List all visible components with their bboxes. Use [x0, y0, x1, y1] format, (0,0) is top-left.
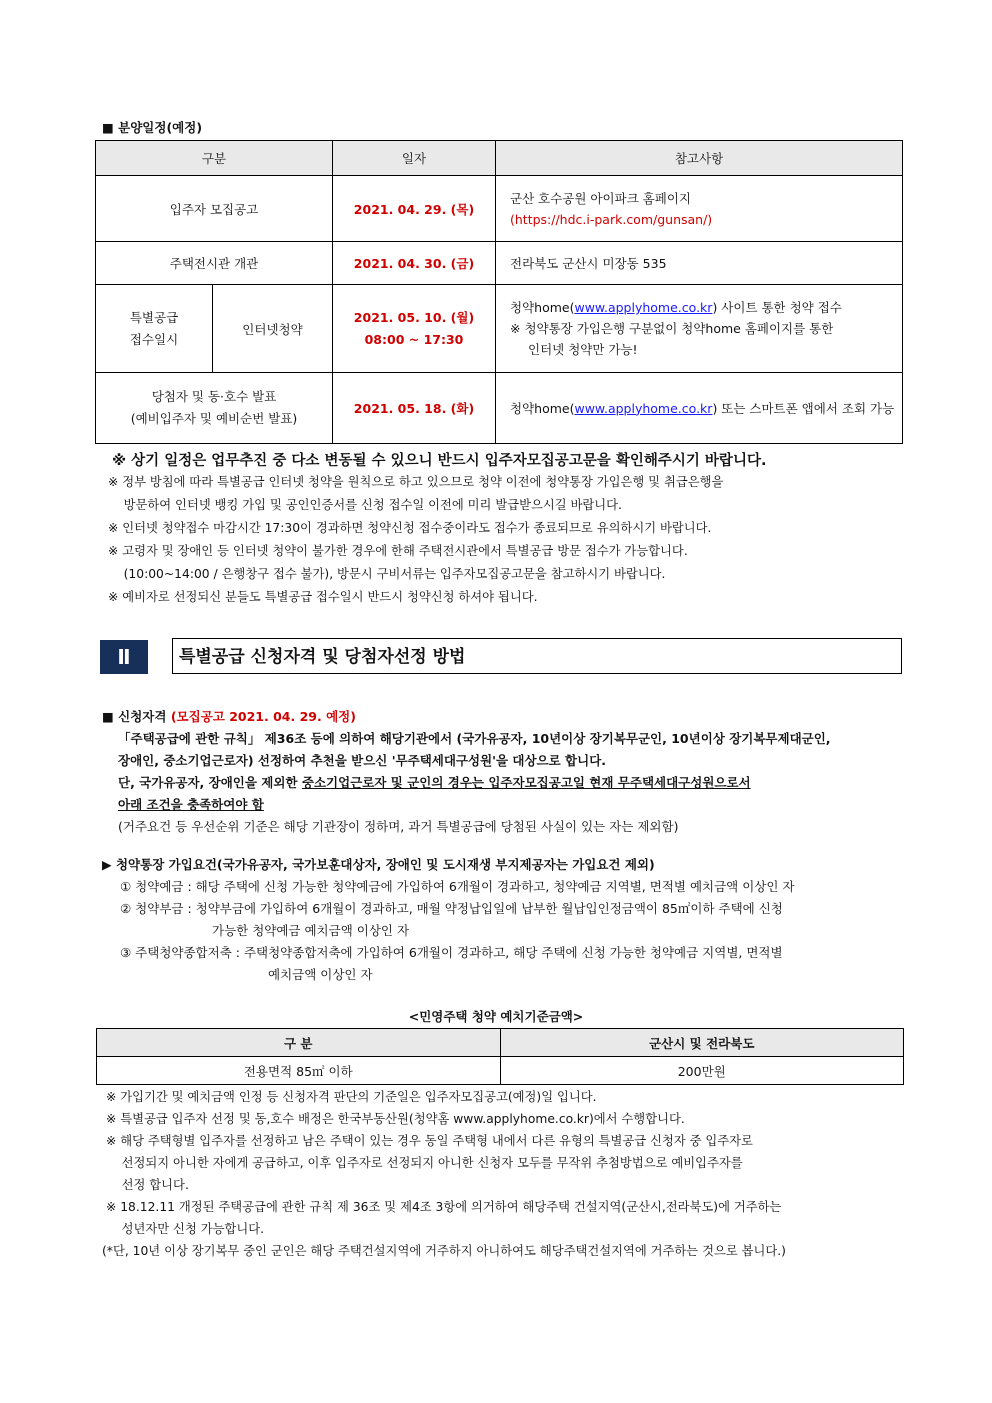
qualification-remark: (거주요건 등 우선순위 기준은 해당 기관장이 정하며, 과거 특별공급에 당첨된 사실이 있는 자는 제외함) [118, 819, 679, 834]
note-item: ※ 18.12.11 개정된 주택공급에 관한 규칙 제 36조 및 제4조 3항에 의거하여 해당주택 건설지역(군산시,전라북도)에 거주하는 [106, 1200, 782, 1214]
account-block [102, 854, 902, 986]
row-label [96, 285, 213, 373]
qualification-body [102, 728, 902, 816]
body-line [118, 772, 902, 794]
row-note: 전라북도 군산시 미장동 535 [496, 242, 903, 285]
label-line: (예비입주자 및 예비순번 발표) [130, 411, 298, 426]
row-note [496, 373, 903, 444]
note-line: 군산 호수공원 아이파크 홈페이지 [510, 190, 691, 206]
note-item: (*단, 10년 이상 장기복무 중인 군인은 해당 주택건설지역에 거주하지 아니하여도 해당주택건설지역에 거주하는 것으로 봅니다.) [102, 1244, 786, 1258]
table-row [96, 285, 903, 373]
note-item: 성년자만 신청 가능합니다. [106, 1222, 265, 1236]
note-item: 방문하여 인터넷 뱅킹 가입 및 공인인증서를 신청 접수일 이전에 미리 발급받으시길 바랍니다. [108, 498, 622, 512]
table-row [97, 1057, 904, 1085]
row-label: 입주자 모집공고 [96, 176, 333, 242]
header-notes: 참고사항 [496, 141, 903, 176]
qualification-block [102, 706, 902, 838]
note-item: ※ 가입기간 및 예치금액 인정 등 신청자격 판단의 기준일은 입주자모집공고(예정)일 입니다. [106, 1090, 597, 1104]
label-line: 접수일시 [129, 331, 179, 347]
heading-text: ■ 신청자격 [102, 709, 167, 724]
header-category: 구분 [96, 141, 333, 176]
table-row [96, 176, 903, 242]
table-row [96, 242, 903, 285]
label-line: 특별공급 [129, 309, 179, 325]
row-label: 주택전시관 개관 [96, 242, 333, 285]
header-date: 일자 [333, 141, 496, 176]
homepage-url[interactable]: (https://hdc.i-park.com/gunsan/) [510, 211, 713, 227]
notice-date: (모집공고 2021. 04. 29. 예정) [170, 709, 356, 724]
schedule-table [95, 140, 903, 444]
row-note [496, 285, 903, 373]
account-item-cont: 가능한 청약예금 예치금액 이상인 자 [212, 923, 410, 938]
account-item: ③ 주택청약종합저축 : 주택청약종합저축에 가입하여 6개월이 경과하고, 해당 주택에 신청 가능한 청약예금 지역별, 면적별 [120, 945, 783, 960]
body-line: 「주택공급에 관한 규칙」 제36조 등에 의하여 해당기관에서 (국가유공자, 10년이상 장기복무군인, 10년이상 장기복무제대군인, [118, 731, 831, 746]
row-date: 2021. 05. 18. (화) [333, 373, 496, 444]
body-line: 아래 조건을 충족하여야 함 [118, 797, 264, 812]
note-text: 청약home( [510, 300, 575, 315]
note-item: ※ 고령자 및 장애인 등 인터넷 청약이 불가한 경우에 한해 주택전시관에서 특별공급 방문 접수가 가능합니다. [108, 544, 688, 558]
note-line: ※ 청약통장 가입은행 구분없이 청약home 홈페이지를 통한 [510, 321, 834, 336]
row-note [496, 176, 903, 242]
deposit-table [96, 1028, 904, 1085]
label-line: 당첨자 및 동·호수 발표 [151, 389, 277, 404]
body-text-underlined: 중소기업근로자 및 군인의 경우는 입주자모집공고일 현재 무주택세대구성원으로서 [301, 775, 751, 790]
note-item: ※ 해당 주택형별 입주자를 선정하고 남은 주택이 있는 경우 동일 주택형 내에서 다른 유형의 특별공급 신청자 중 입주자로 [106, 1134, 753, 1148]
section-title: 특별공급 신청자격 및 당첨자선정 방법 [172, 638, 902, 674]
row-sublabel: 인터넷청약 [213, 285, 333, 373]
row-date: 2021. 04. 29. (목) [333, 176, 496, 242]
schedule-notes [108, 471, 723, 609]
note-line [510, 297, 901, 318]
deposit-amount: 200만원 [500, 1057, 904, 1085]
body-line: 장애인, 중소기업근로자) 선정하여 추천을 받으신 '무주택세대구성원'을 대상으로 합니다. [118, 753, 607, 768]
deposit-area: 전용면적 85㎡ 이하 [97, 1057, 501, 1085]
row-date: 2021. 04. 30. (금) [333, 242, 496, 285]
applyhome-link[interactable]: www.applyhome.co.kr [574, 400, 713, 416]
schedule-warning: ※ 상기 일정은 업무추진 중 다소 변동될 수 있으니 반드시 입주자모집공고문을 확인해주시기 바랍니다. [112, 453, 767, 469]
note-item: ※ 특별공급 입주자 선정 및 동,호수 배정은 한국부동산원(청약홈 www.applyhome.co.kr)에서 수행합니다. [106, 1112, 685, 1126]
account-items [102, 876, 902, 986]
account-heading: ▶ 청약통장 가입요건(국가유공자, 국가보훈대상자, 장애인 및 도시재생 부지제공자는 가입요건 제외) [102, 857, 655, 872]
date-line: 2021. 05. 10. (월) [353, 309, 475, 325]
account-item: ① 청약예금 : 해당 주택에 신청 가능한 청약예금에 가입하여 6개월이 경과하고, 청약예금 지역별, 면적별 예치금액 이상인 자 [120, 879, 795, 894]
note-item: 선정되지 아니한 자에게 공급하고, 이후 입주자로 선정되지 아니한 신청자 모두를 무작위 추첨방법으로 예비입주자를 [106, 1156, 743, 1170]
qualification-heading [102, 706, 902, 728]
note-item: 선정 합니다. [106, 1178, 189, 1192]
note-line: 인터넷 청약만 가능! [528, 342, 638, 357]
schedule-title: ■ 분양일정(예정) [102, 120, 203, 135]
deposit-header-region: 군산시 및 전라북도 [500, 1029, 904, 1057]
deposit-caption: <민영주택 청약 예치기준금액> [408, 1009, 584, 1024]
account-item-cont: 예치금액 이상인 자 [268, 967, 373, 982]
row-label [96, 373, 333, 444]
note-item: ※ 예비자로 선정되신 분들도 특별공급 접수일시 반드시 청약신청 하셔야 됩니다. [108, 590, 538, 604]
note-text: 청약home( [510, 400, 575, 416]
note-text: ) 사이트 통한 청약 접수 [712, 300, 842, 315]
applyhome-link[interactable]: www.applyhome.co.kr [574, 300, 713, 315]
time-line: 08:00 ~ 17:30 [364, 331, 464, 347]
row-date [333, 285, 496, 373]
note-item: (10:00~14:00 / 은행창구 접수 불가), 방문시 구비서류는 입주자모집공고문을 참고하시기 바랍니다. [108, 567, 666, 581]
eligibility-notes [102, 1086, 786, 1262]
table-row [96, 373, 903, 444]
section-number: Ⅱ [100, 640, 148, 674]
account-item: ② 청약부금 : 청약부금에 가입하여 6개월이 경과하고, 매월 약정납입일에 납부한 월납입인정금액이 85㎡이하 주택에 신청 [120, 901, 783, 916]
note-item: ※ 인터넷 청약접수 마감시간 17:30이 경과하면 청약신청 접수중이라도 접수가 종료되므로 유의하시기 바랍니다. [108, 521, 712, 535]
deposit-header-category: 구 분 [97, 1029, 501, 1057]
note-text: ) 또는 스마트폰 앱에서 조회 가능 [712, 400, 895, 416]
body-text: 단, 국가유공자, 장애인을 제외한 [118, 775, 302, 790]
note-item: ※ 정부 방침에 따라 특별공급 인터넷 청약을 원칙으로 하고 있으므로 청약 이전에 청약통장 가입은행 및 취급은행을 [108, 475, 724, 489]
